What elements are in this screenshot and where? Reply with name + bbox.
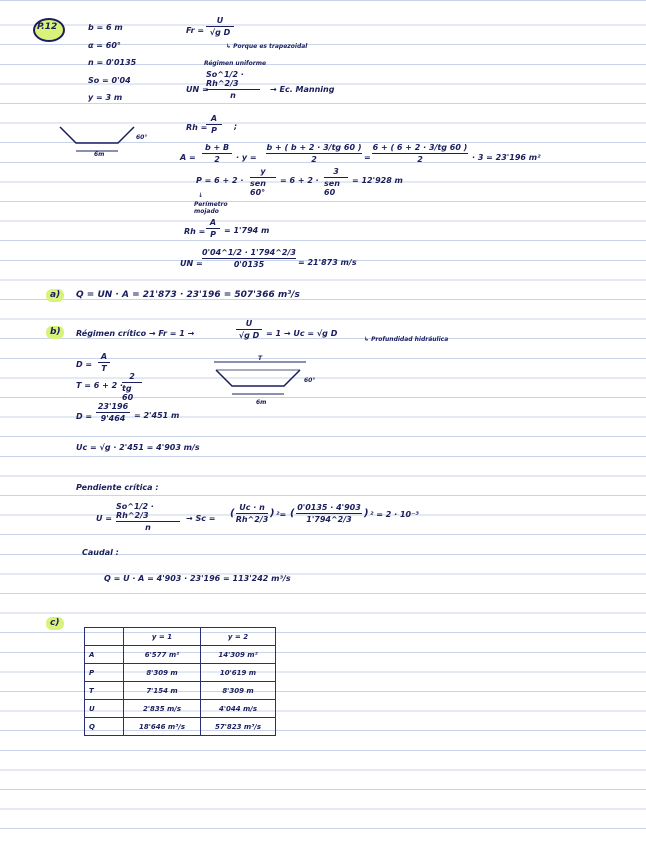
pendiente-p2-den: 1'794^2/3 bbox=[306, 515, 352, 524]
d-def-den: T bbox=[101, 364, 107, 373]
rh-def-num: A bbox=[210, 114, 218, 123]
area-frac-4 bbox=[372, 143, 468, 164]
area-frac-1 bbox=[202, 143, 232, 164]
area-result: · 3 = 23'196 m² bbox=[472, 153, 541, 162]
manning-fraction bbox=[206, 70, 260, 100]
froude-note: ↳ Porque es trapezoidal bbox=[226, 43, 308, 50]
area-t4-num: 6 + ( 6 + 2 · 3/tg 60 ) bbox=[372, 143, 468, 152]
results-table bbox=[84, 627, 276, 736]
perimeter-frac-2 bbox=[324, 167, 348, 197]
pendiente-arrow: → Sc = bbox=[186, 514, 216, 523]
table-cell-y1: 8'309 m bbox=[124, 664, 201, 682]
pendiente-num: So^1/2 · Rh^2/3 bbox=[116, 502, 154, 520]
problem-number: P.12 bbox=[37, 22, 58, 32]
perimeter-f2-num: 3 bbox=[333, 167, 339, 176]
rh-calc-den: P bbox=[210, 230, 216, 239]
t-def: T = 6 + 2 · bbox=[76, 381, 123, 390]
section-b-note: ↳ Profundidad hidráulica bbox=[364, 336, 449, 343]
given-n: n = 0'0135 bbox=[88, 58, 137, 67]
froude-num: U bbox=[216, 16, 224, 25]
given-y: y = 3 m bbox=[88, 93, 123, 102]
caudal-calc: Q = U · A = 4'903 · 23'196 = 113'242 m³/s bbox=[104, 574, 291, 583]
rh-calc-lhs: Rh = bbox=[184, 227, 206, 236]
paren-open-2: ( bbox=[290, 508, 295, 519]
area-eq: = bbox=[364, 153, 371, 162]
caudal-title: Caudal : bbox=[82, 548, 119, 557]
d-calc-lhs: D = bbox=[76, 412, 93, 421]
froude-den: √g D bbox=[209, 28, 231, 37]
paren-close-2: ) bbox=[364, 508, 369, 519]
trapezoid-outline bbox=[60, 127, 134, 143]
table-row-key: Q bbox=[85, 718, 124, 736]
d-def-fraction bbox=[98, 352, 110, 373]
section-b-froude-frac bbox=[236, 319, 262, 340]
table-row bbox=[85, 646, 276, 664]
table-header-cell bbox=[85, 628, 124, 646]
given-b: b = 6 m bbox=[88, 23, 123, 32]
pendiente-title: Pendiente crítica : bbox=[76, 483, 159, 492]
table-cell-y2: 4'044 m/s bbox=[201, 700, 276, 718]
manning-label: Régimen uniforme bbox=[204, 60, 267, 67]
d-calc-den: 9'464 bbox=[100, 414, 126, 423]
diagram2-angle-label: 60° bbox=[304, 377, 316, 384]
diagram2-top-label: T bbox=[258, 355, 263, 362]
table-row-key: U bbox=[85, 700, 124, 718]
pendiente-lhs: U = bbox=[96, 514, 112, 523]
pendiente-p2-num: 0'0135 · 4'903 bbox=[297, 503, 361, 512]
perimeter-mid: = 6 + 2 · bbox=[280, 176, 319, 185]
rh-calc-result: = 1'794 m bbox=[224, 226, 270, 235]
rh-calc-num: A bbox=[209, 218, 217, 227]
table-cell-y2: 10'619 m bbox=[201, 664, 276, 682]
table-row-key: A bbox=[85, 646, 124, 664]
section-b-label: b) bbox=[50, 327, 61, 337]
section-b-regimen: Régimen crítico → Fr = 1 → bbox=[76, 329, 195, 338]
d-calc-result: = 2'451 m bbox=[134, 411, 180, 420]
section-c-label: c) bbox=[50, 618, 60, 628]
t-def-fraction bbox=[122, 372, 142, 402]
table-cell-y2: 57'823 m³/s bbox=[201, 718, 276, 736]
rh-def-lhs: Rh = bbox=[186, 123, 208, 132]
pendiente-fraction bbox=[116, 502, 180, 532]
diagram1-bottom-label: 6m bbox=[94, 151, 105, 158]
table-cell-y2: 8'309 m bbox=[201, 682, 276, 700]
area-t3-den: 2 bbox=[311, 155, 317, 164]
table-row bbox=[85, 682, 276, 700]
manning-num: So^1/2 · Rh^2/3 bbox=[206, 70, 244, 88]
pendiente-p1-den: Rh^2/3 bbox=[235, 515, 269, 524]
un-calc-num: 0'04^1/2 · 1'794^2/3 bbox=[202, 248, 296, 257]
table-row bbox=[85, 700, 276, 718]
area-t3-num: b + ( b + 2 · 3/tg 60 ) bbox=[266, 143, 362, 152]
area-t2: · y = bbox=[236, 153, 257, 162]
rh-def-den: P bbox=[211, 126, 217, 135]
perimeter-lhs: P = 6 + 2 · bbox=[196, 176, 244, 185]
table-row-key: T bbox=[85, 682, 124, 700]
un-calc-result: = 21'873 m/s bbox=[298, 258, 357, 267]
section-a-label: a) bbox=[50, 290, 61, 300]
pendiente-mid: ²= bbox=[276, 510, 287, 519]
froude-lhs: Fr = bbox=[186, 26, 205, 35]
table-cell-y1: 7'154 m bbox=[124, 682, 201, 700]
perimeter-f1-num: y bbox=[260, 167, 266, 176]
froude-fraction bbox=[206, 16, 234, 37]
uc-calc: Uc = √g · 2'451 = 4'903 m/s bbox=[76, 443, 200, 452]
table-cell-y2: 14'309 m² bbox=[201, 646, 276, 664]
table-header-row bbox=[85, 628, 276, 646]
un-calc-fraction bbox=[202, 248, 296, 269]
d-def-lhs: D = bbox=[76, 360, 93, 369]
rh-def-tail: ; bbox=[234, 122, 238, 131]
trapezoid-diagram-1 bbox=[60, 125, 140, 165]
paren-open-1: ( bbox=[230, 508, 235, 519]
down-arrow: ↓ bbox=[198, 192, 204, 199]
perimeter-result: = 12'928 m bbox=[352, 176, 403, 185]
section-b-f-num: U bbox=[245, 319, 253, 328]
area-t1-num: b + B bbox=[204, 143, 230, 152]
d-calc-fraction bbox=[96, 402, 130, 423]
trapezoid-outline-2 bbox=[216, 370, 300, 386]
area-t1-den: 2 bbox=[214, 155, 220, 164]
table-row-key: P bbox=[85, 664, 124, 682]
perimeter-f1-den: sen 60° bbox=[250, 179, 266, 197]
diagram2-bottom-label: 6m bbox=[256, 399, 267, 406]
perimeter-f2-den: sen 60 bbox=[324, 179, 340, 197]
area-frac-3 bbox=[266, 143, 362, 164]
d-calc-num: 23'196 bbox=[97, 402, 129, 411]
section-b-f-den: √g D bbox=[238, 331, 260, 340]
given-alpha: α = 60° bbox=[88, 41, 121, 50]
table-cell-y1: 6'577 m² bbox=[124, 646, 201, 664]
table-row bbox=[85, 718, 276, 736]
pendiente-result: ² = 2 · 10⁻³ bbox=[370, 510, 419, 519]
t-def-den: tg 60 bbox=[122, 384, 134, 402]
perimeter-note: Perímetro mojado bbox=[194, 201, 228, 215]
table-row bbox=[85, 664, 276, 682]
table-cell-y1: 18'646 m³/s bbox=[124, 718, 201, 736]
pendiente-p2-fraction bbox=[296, 503, 362, 524]
rh-calc-fraction bbox=[206, 218, 220, 239]
table-header-cell: y = 2 bbox=[201, 628, 276, 646]
un-calc-den: 0'0135 bbox=[233, 260, 265, 269]
section-a-text: Q = UN · A = 21'873 · 23'196 = 507'366 m³/s bbox=[76, 290, 300, 300]
table-header-cell: y = 1 bbox=[124, 628, 201, 646]
pendiente-den: n bbox=[145, 523, 151, 532]
given-so: So = 0'04 bbox=[88, 76, 131, 85]
paren-close-1: ) bbox=[270, 508, 275, 519]
d-def-num: A bbox=[100, 352, 108, 361]
pendiente-p1-fraction bbox=[236, 503, 268, 524]
table-cell-y1: 2'835 m/s bbox=[124, 700, 201, 718]
manning-den: n bbox=[230, 91, 236, 100]
manning-arrow: → Ec. Manning bbox=[270, 85, 335, 94]
pendiente-p1-num: Uc · n bbox=[239, 503, 265, 512]
section-b-after: = 1 → Uc = √g D bbox=[266, 329, 338, 338]
perimeter-frac-1 bbox=[250, 167, 276, 197]
manning-lhs: UN = bbox=[186, 85, 209, 94]
un-calc-lhs: UN = bbox=[180, 259, 203, 268]
area-lhs: A = bbox=[180, 153, 196, 162]
diagram1-angle-label: 60° bbox=[136, 134, 148, 141]
area-t4-den: 2 bbox=[417, 155, 423, 164]
t-def-num: 2 bbox=[129, 372, 135, 381]
rh-def-fraction bbox=[206, 114, 222, 135]
